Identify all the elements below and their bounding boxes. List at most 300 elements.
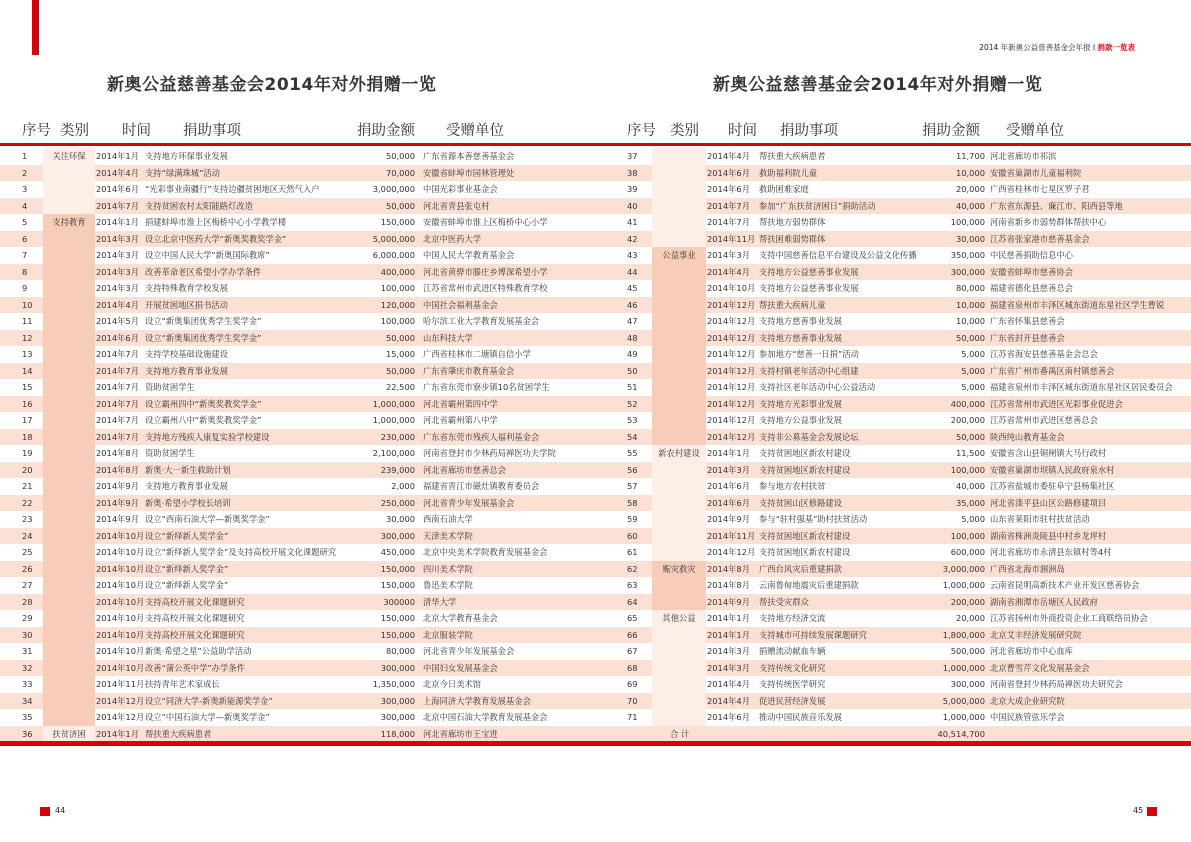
row-item: 帮扶地方弱势群体	[759, 217, 826, 227]
row-date: 2014年7月	[96, 431, 139, 442]
row-recipient: 清华大学	[423, 596, 457, 607]
row-date: 2014年4月	[707, 151, 750, 161]
row-recipient: 山东科技大学	[423, 332, 473, 343]
row-item: 支持地方教育事业发展	[145, 365, 228, 376]
row-seq: 35	[22, 712, 33, 722]
row-item: 支持学校基础设施建设	[145, 349, 228, 359]
row-seq: 43	[627, 250, 638, 260]
row-recipient: 安徽省蚌埠市淮上区梅桥中心小学	[423, 217, 548, 227]
row-amount: 1,000,000	[372, 398, 415, 409]
row-item: 帮扶受灾群众	[759, 596, 809, 607]
row-seq: 29	[22, 613, 33, 623]
row-amount: 1,000,000	[942, 662, 985, 673]
page-number-left: 44	[55, 806, 66, 815]
row-item: 支持地方环保事业发展	[145, 151, 228, 161]
col-head-recipient-right: 受赠单位	[1006, 123, 1064, 139]
row-recipient: 江苏省张家港市慈善基金会	[990, 233, 1090, 244]
row-recipient: 北京大学教育基金会	[423, 613, 498, 623]
row-recipient: 河北省霸州第八中学	[423, 415, 498, 425]
row-seq: 36	[22, 728, 33, 739]
row-item: 设立“新奥集团优秀学生奖学金”	[145, 316, 262, 326]
row-recipient: 河北省廊坊市王宝进	[423, 728, 498, 739]
row-item: 云南鲁甸地震灾后重建捐款	[759, 580, 859, 590]
donation-table-right	[600, 148, 1191, 739]
row-seq: 24	[22, 530, 33, 541]
row-date: 2014年3月	[96, 283, 139, 293]
row-recipient: 福建省泉州市丰泽区城东街道东星社区学生曹锐	[990, 299, 1165, 310]
row-amount: 400,000	[380, 266, 415, 277]
category-cell	[652, 148, 706, 247]
row-seq: 70	[627, 695, 638, 706]
row-recipient: 福建省晋江市磁灶镇教育委员会	[423, 481, 540, 491]
row-item: 支持地方公益慈善事业发展	[759, 266, 859, 277]
row-amount: 5,000	[961, 349, 985, 359]
row-amount: 50,000	[385, 332, 415, 343]
row-recipient: 中国人民大学教育基金会	[423, 250, 515, 260]
row-item: 支持高校开展文化课题研究	[145, 613, 245, 623]
row-date: 2014年4月	[707, 679, 750, 689]
row-amount: 30,000	[955, 233, 985, 244]
row-seq: 31	[22, 646, 33, 656]
row-item: 参加地方“慈善一日捐”活动	[759, 349, 859, 359]
row-item: 支持“绿满珠城”活动	[145, 167, 220, 178]
row-item: 救助困难家庭	[759, 184, 809, 194]
row-date: 2014年4月	[707, 266, 750, 277]
row-recipient: 天津美术学院	[423, 530, 473, 541]
row-item: 新奥·希望小学校长培训	[145, 497, 231, 508]
category-cell	[652, 247, 706, 445]
row-date: 2014年12月	[707, 415, 756, 425]
row-item: 设立“新绎新人奖学金”	[145, 530, 229, 541]
row-item: 支持地方慈善事业发展	[759, 316, 842, 326]
row-recipient: 北京今日美术馆	[423, 679, 482, 689]
row-date: 2014年10月	[96, 613, 145, 623]
row-item: 设立“新绎新人奖学金”	[145, 580, 229, 590]
row-item: 支持贫困农村太阳能路灯改造	[145, 200, 253, 211]
row-item: 支持地方慈善事业发展	[759, 332, 842, 343]
row-seq: 57	[627, 481, 638, 491]
row-date: 2014年10月	[96, 646, 145, 656]
row-seq: 42	[627, 233, 638, 244]
row-date: 2014年1月	[96, 217, 139, 227]
category-cell	[43, 726, 95, 743]
row-seq: 45	[627, 283, 638, 293]
row-seq: 12	[22, 332, 33, 343]
row-seq: 68	[627, 662, 638, 673]
row-seq: 59	[627, 514, 638, 524]
row-amount: 500,000	[950, 646, 985, 656]
row-seq: 22	[22, 497, 33, 508]
row-amount: 150,000	[380, 580, 415, 590]
row-recipient: 河南省登封少林药局禅医功夫研究会	[990, 679, 1123, 689]
row-recipient: 中国妇女发展基金会	[423, 662, 498, 673]
row-date: 2014年3月	[707, 662, 750, 673]
row-date: 2014年12月	[96, 712, 145, 722]
row-recipient: 北京曹雪芹文化发展基金会	[990, 662, 1090, 673]
row-recipient: 四川美术学院	[423, 563, 473, 574]
row-date: 2014年5月	[96, 316, 139, 326]
row-amount: 100,000	[950, 464, 985, 475]
row-recipient: 河南省新乡市弱势群体帮扶中心	[990, 217, 1107, 227]
row-date: 2014年12月	[707, 365, 756, 376]
row-recipient: 上海同济大学教育发展基金会	[423, 695, 531, 706]
row-seq: 67	[627, 646, 638, 656]
row-recipient: 江苏省常州市武进区光彩事业促进会	[990, 398, 1123, 409]
row-recipient: 中国民族管弦乐学会	[990, 712, 1065, 722]
row-date: 2014年10月	[96, 596, 145, 607]
row-seq: 34	[22, 695, 33, 706]
row-amount: 15,000	[385, 349, 415, 359]
row-item: 支持地方残疾人康复实验学校建设	[145, 431, 270, 442]
row-date: 2014年11月	[707, 530, 756, 541]
row-recipient: 河北省青少年发展基金会	[423, 646, 515, 656]
row-seq: 65	[627, 613, 638, 623]
row-recipient: 河北省滦平县山区公路修建项目	[990, 497, 1107, 508]
row-item: 设立霸州八中“新奥奖教奖学金”	[145, 415, 262, 425]
row-seq: 54	[627, 431, 638, 442]
row-amount: 30,000	[385, 514, 415, 524]
row-date: 2014年9月	[96, 481, 139, 491]
row-recipient: 北京服装学院	[423, 629, 473, 640]
row-date: 2014年8月	[96, 448, 139, 458]
footer-rule	[0, 741, 1191, 746]
row-item: 参与“驻村强基”助村扶贫活动	[759, 514, 868, 524]
page-marker-right	[1147, 807, 1157, 816]
row-date: 2014年12月	[707, 431, 756, 442]
row-item: 支持高校开展文化课题研究	[145, 596, 245, 607]
row-seq: 11	[22, 316, 33, 326]
row-recipient: 广东省封开县慈善会	[990, 332, 1065, 343]
row-amount: 150,000	[380, 613, 415, 623]
row-recipient: 山东省莱阳市驻村扶贫活动	[990, 514, 1090, 524]
row-amount: 35,000	[955, 497, 985, 508]
row-recipient: 河北省青县张屯村	[423, 200, 490, 211]
row-seq: 20	[22, 464, 33, 475]
row-seq: 10	[22, 299, 33, 310]
row-date: 2014年7月	[96, 365, 139, 376]
row-recipient: 广东省东莞市寮步镇10名贫困学生	[423, 382, 550, 392]
row-date: 2014年1月	[96, 728, 139, 739]
category-cell	[652, 561, 706, 611]
running-head-accent: 捐款一览表	[1097, 43, 1135, 52]
row-date: 2014年6月	[96, 184, 139, 194]
row-amount: 150,000	[380, 563, 415, 574]
row-amount: 100,000	[380, 283, 415, 293]
row-seq: 5	[22, 217, 28, 227]
row-item: 设立中国人民大学“新奥国际教席”	[145, 250, 270, 260]
category-label: 扶贫济困	[52, 728, 86, 739]
row-item: 改善革命老区希望小学办学条件	[145, 266, 262, 277]
row-date: 2014年12月	[707, 332, 756, 343]
row-amount: 600,000	[950, 547, 985, 557]
row-recipient: 西南石油大学	[423, 514, 473, 524]
row-seq: 60	[627, 530, 638, 541]
row-seq: 52	[627, 398, 638, 409]
row-date: 2014年8月	[707, 563, 750, 574]
row-seq: 63	[627, 580, 638, 590]
row-item: 设立“西南石油大学—新奥奖学金”	[145, 514, 270, 524]
row-seq: 25	[22, 547, 33, 557]
row-recipient: 中民慈善捐助信息中心	[990, 250, 1073, 260]
row-date: 2014年9月	[707, 596, 750, 607]
row-date: 2014年3月	[96, 233, 139, 244]
row-amount: 120,000	[380, 299, 415, 310]
row-recipient: 安徽省巢湖市儿童福利院	[990, 167, 1082, 178]
row-amount: 5,000	[961, 365, 985, 376]
row-date: 2014年3月	[96, 250, 139, 260]
row-date: 2014年7月	[96, 349, 139, 359]
row-item: 支持贫困地区新农村建设	[759, 547, 851, 557]
row-recipient: 安徽省含山县铜闸镇大马行政村	[990, 448, 1107, 458]
row-amount: 200,000	[950, 415, 985, 425]
row-recipient: 哈尔滨工业大学教育发展基金会	[423, 316, 540, 326]
row-recipient: 北京大成企业研究院	[990, 695, 1065, 706]
row-recipient: 河北省青少年发展基金会	[423, 497, 515, 508]
row-date: 2014年9月	[707, 514, 750, 524]
row-item: 支持城市可持续发展课题研究	[759, 629, 867, 640]
row-amount: 3,000,000	[942, 563, 985, 574]
category-label: 赈灾救灾	[662, 563, 696, 574]
row-item: 帮扶重大疾病儿童	[759, 299, 826, 310]
row-item: “光彩事业南疆行”支持边疆贫困地区天然气入户	[145, 184, 320, 194]
row-seq: 16	[22, 398, 33, 409]
row-recipient: 江苏省扬州市外商投资企业工商联络员协会	[990, 613, 1148, 623]
row-recipient: 鲁迅美术学院	[423, 580, 473, 590]
row-item: 捐建蚌埠市淮上区梅桥中心小学教学楼	[145, 217, 287, 227]
row-recipient: 安徽省蚌埠市园林管理处	[423, 167, 515, 178]
col-head-date-left: 时间	[122, 123, 151, 139]
row-seq: 38	[627, 167, 638, 178]
row-recipient: 广西省北海市涠洲岛	[990, 563, 1065, 574]
row-amount: 20,000	[955, 184, 985, 194]
row-amount: 400,000	[950, 398, 985, 409]
row-recipient: 陕西纯山教育基金会	[990, 431, 1065, 442]
row-seq: 27	[22, 580, 33, 590]
row-amount: 300,000	[950, 679, 985, 689]
category-cell	[652, 610, 706, 726]
row-item: 扶持青年艺术家成长	[145, 679, 220, 689]
row-item: 新奥·大一新生救助计划	[145, 464, 231, 475]
row-recipient: 河北省廊坊市祁滨	[990, 151, 1057, 161]
row-amount: 118,000	[380, 728, 415, 739]
row-date: 2014年8月	[96, 464, 139, 475]
col-head-item-left: 捐助事项	[183, 123, 241, 139]
row-item: 帮扶重大疾病患者	[759, 151, 826, 161]
row-date: 2014年12月	[707, 547, 756, 557]
row-date: 2014年7月	[96, 415, 139, 425]
row-seq: 18	[22, 431, 33, 442]
row-date: 2014年6月	[707, 167, 750, 178]
row-recipient: 广东省东莞市残疾人福利基金会	[423, 431, 540, 442]
row-item: 设立“新奥集团优秀学生奖学金”	[145, 332, 262, 343]
header-rule	[0, 143, 1191, 146]
row-seq: 50	[627, 365, 638, 376]
row-amount: 50,000	[385, 200, 415, 211]
row-item: 开展贫困地区捐书活动	[145, 299, 228, 310]
donation-table-left	[0, 148, 600, 742]
row-amount: 10,000	[955, 316, 985, 326]
page-marker-left	[40, 807, 50, 816]
category-cell	[652, 445, 706, 561]
row-amount: 10,000	[955, 167, 985, 178]
row-date: 2014年6月	[96, 332, 139, 343]
row-item: 新奥·希望之星”公益助学活动	[145, 646, 252, 656]
row-recipient: 北京中央美术学院教育发展基金会	[423, 547, 548, 557]
col-head-category-right: 类别	[670, 123, 699, 139]
row-recipient: 江苏省常州市武进区慈善总会	[990, 415, 1098, 425]
row-amount: 5,000	[961, 514, 985, 524]
row-amount: 5,000	[961, 382, 985, 392]
row-item: 捐赠流动献血车辆	[759, 646, 826, 656]
row-date: 2014年10月	[707, 283, 756, 293]
row-date: 2014年7月	[96, 382, 139, 392]
row-date: 2014年10月	[96, 547, 145, 557]
row-amount: 450,000	[380, 547, 415, 557]
row-seq: 55	[627, 448, 638, 458]
row-item: 帮扶困难弱势群体	[759, 233, 826, 244]
row-amount: 80,000	[385, 646, 415, 656]
row-seq: 33	[22, 679, 33, 689]
row-date: 2014年1月	[707, 629, 750, 640]
row-date: 2014年6月	[707, 184, 750, 194]
row-recipient: 中国社会福利基金会	[423, 299, 498, 310]
row-date: 2014年11月	[96, 679, 145, 689]
row-seq: 46	[627, 299, 638, 310]
row-item: 支持贫困地区新农村建设	[759, 530, 851, 541]
row-item: 支持贫困地区新农村建设	[759, 448, 851, 458]
row-date: 2014年10月	[96, 530, 145, 541]
row-amount: 50,000	[385, 365, 415, 376]
row-date: 2014年11月	[707, 233, 756, 244]
category-cell	[43, 148, 95, 214]
row-seq: 1	[22, 151, 28, 161]
row-amount: 1,350,000	[372, 679, 415, 689]
row-date: 2014年9月	[96, 514, 139, 524]
row-item: 设立“新绎新人奖学金”	[145, 563, 229, 574]
page-number-right: 45	[1133, 806, 1144, 815]
row-date: 2014年12月	[707, 316, 756, 326]
row-item: 设立霸州四中“新奥奖教奖学金”	[145, 398, 262, 409]
row-item: 参加“广东扶贫济困日”捐助活动	[759, 200, 876, 211]
row-amount: 150,000	[380, 629, 415, 640]
row-date: 2014年3月	[707, 646, 750, 656]
row-date: 2014年3月	[707, 250, 750, 260]
row-amount: 1,000,000	[372, 415, 415, 425]
row-item: 支持地方公益慈善事业发展	[759, 283, 859, 293]
row-seq: 23	[22, 514, 33, 524]
row-item: 设立北京中医药大学“新奥奖教奖学金”	[145, 233, 287, 244]
row-item: 设立“新绎新人奖学金”及支持高校开展文化课题研究	[145, 547, 337, 557]
row-seq: 49	[627, 349, 638, 359]
row-recipient: 湖南省株洲炎陵县中村乡龙坪村	[990, 530, 1107, 541]
row-date: 2014年7月	[707, 200, 750, 211]
row-item: 资助贫困学生	[145, 448, 195, 458]
row-date: 2014年12月	[707, 299, 756, 310]
row-recipient: 江苏省常州市武进区特殊教育学校	[423, 283, 548, 293]
row-amount: 300000	[383, 596, 415, 607]
row-seq: 14	[22, 365, 33, 376]
row-recipient: 河北省黄骅市滕庄乡博深希望小学	[423, 266, 548, 277]
row-recipient: 北京艾丰经济发展研究院	[990, 629, 1082, 640]
row-recipient: 广西省桂林市七星区罗子君	[990, 184, 1090, 194]
row-seq: 66	[627, 629, 638, 640]
row-date: 2014年1月	[707, 613, 750, 623]
row-date: 2014年6月	[707, 712, 750, 722]
row-seq: 8	[22, 266, 28, 277]
row-item: 支持贫困地区新农村建设	[759, 464, 851, 475]
category-label: 公益事业	[662, 250, 696, 260]
row-amount: 300,000	[380, 712, 415, 722]
row-recipient: 广东省源本善慈善基金会	[423, 151, 515, 161]
row-amount: 1,000,000	[942, 712, 985, 722]
row-seq: 51	[627, 382, 638, 392]
row-date: 2014年3月	[96, 266, 139, 277]
row-seq: 9	[22, 283, 28, 293]
row-seq: 37	[627, 151, 638, 161]
row-seq: 61	[627, 547, 638, 557]
row-date: 2014年4月	[96, 167, 139, 178]
row-amount: 40,000	[955, 200, 985, 211]
row-date: 2014年10月	[96, 629, 145, 640]
row-seq: 53	[627, 415, 638, 425]
row-seq: 30	[22, 629, 33, 640]
row-recipient: 河北省廊坊市慈善总会	[423, 464, 506, 475]
row-item: 支持地方公益事业发展	[759, 415, 842, 425]
row-seq: 48	[627, 332, 638, 343]
col-head-seq-left: 序号	[22, 123, 51, 139]
row-seq: 13	[22, 349, 33, 359]
row-amount: 300,000	[380, 662, 415, 673]
row-seq: 26	[22, 563, 33, 574]
running-head-text: 2014 年新奥公益慈善基金会年报 l	[979, 43, 1098, 52]
row-amount: 3,000,000	[372, 184, 415, 194]
category-label: 其他公益	[662, 613, 696, 623]
col-head-category-left: 类别	[60, 123, 89, 139]
row-amount: 40,000	[955, 481, 985, 491]
row-amount: 6,000,000	[372, 250, 415, 260]
row-date: 2014年12月	[96, 695, 145, 706]
row-date: 2014年6月	[707, 497, 750, 508]
row-item: 支持地方光彩事业发展	[759, 398, 842, 409]
row-amount: 2,100,000	[372, 448, 415, 458]
row-seq: 69	[627, 679, 638, 689]
category-cell	[43, 214, 95, 726]
row-item: 改善“蒲公英中学”办学条件	[145, 662, 245, 673]
row-seq: 71	[627, 712, 638, 722]
row-date: 2014年1月	[707, 448, 750, 458]
row-seq: 21	[22, 481, 33, 491]
row-amount: 300,000	[380, 695, 415, 706]
row-date: 2014年4月	[96, 299, 139, 310]
row-item: 支持中国慈善信息平台建设及公益文化传播	[759, 250, 917, 260]
row-recipient: 安徽省巢湖市坝镇人民政府泉水村	[990, 464, 1115, 475]
row-date: 2014年3月	[707, 464, 750, 475]
row-recipient: 福建省德化县慈善总会	[990, 283, 1073, 293]
page-title-right: 新奥公益慈善基金会2014年对外捐赠一览	[713, 75, 1043, 95]
row-seq: 3	[22, 184, 28, 194]
row-amount: 50,000	[955, 332, 985, 343]
row-item: 支持地方教育事业发展	[145, 481, 228, 491]
row-recipient: 北京中国石油大学教育发展基金会	[423, 712, 548, 722]
row-seq: 4	[22, 200, 28, 211]
total-row	[600, 726, 1191, 742]
row-seq: 7	[22, 250, 28, 260]
row-seq: 40	[627, 200, 638, 211]
row-item: 支持高校开展文化课题研究	[145, 629, 245, 640]
row-seq: 41	[627, 217, 638, 227]
col-head-recipient-left: 受赠单位	[446, 123, 504, 139]
row-amount: 20,000	[955, 613, 985, 623]
